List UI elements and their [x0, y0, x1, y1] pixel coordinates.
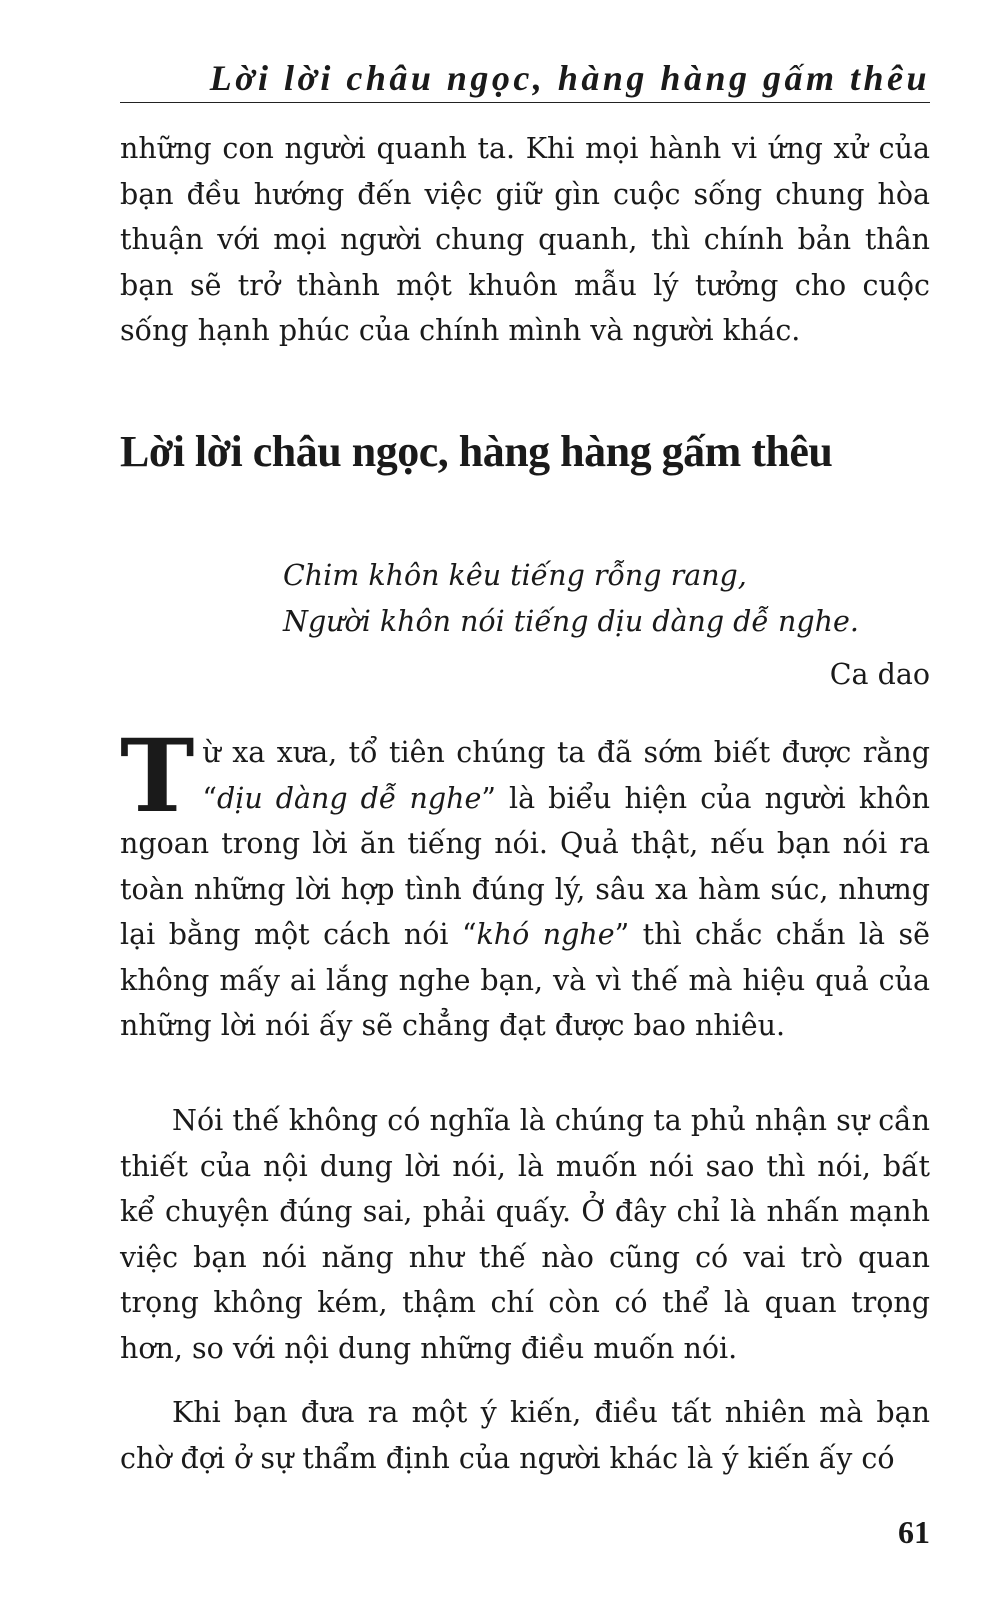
paragraph-3	[120, 1390, 930, 1481]
header-rule	[120, 102, 930, 103]
paragraph-1-text-b: ” là biểu hiện của người khôn ngoan trong lời ăn tiếng nói. Quả thật, nếu bạn nói ra toàn những lời hợp tình đúng lý, sâu xa hàm súc, nhưng lại bằng một cách nói “	[120, 781, 931, 951]
paragraph-1-text-c: ” thì chắc chắn là sẽ không mấy ai lắng nghe bạn, và vì thế mà hiệu quả của những lời nói ấy sẽ chẳng đạt được bao nhiêu.	[120, 918, 930, 1042]
paragraph-2	[120, 1098, 930, 1371]
epigraph-line-1: Chim khôn kêu tiếng rỗng rang,	[283, 559, 747, 592]
paragraph-1-italic-b: khó nghe	[476, 918, 615, 951]
paragraph-1-italic-a: dịu dàng dễ nghe	[217, 781, 482, 815]
paragraph-1	[120, 717, 931, 1049]
epigraph-line-2: Người khôn nói tiếng dịu dàng dễ nghe.	[283, 605, 859, 638]
epigraph-source: Ca dao	[829, 658, 930, 691]
paragraph-1-text-a: ừ xa xưa, tổ tiên chúng ta đã sớm biết được rằng “	[202, 736, 930, 815]
paragraph-3-text: Khi bạn đưa ra một ý kiến, điều tất nhiên mà bạn chờ đợi ở sự thẩm định của người khác là ý kiến ấy có	[120, 1396, 930, 1475]
page-number: 61	[898, 1514, 930, 1550]
running-header: Lời lời châu ngọc, hàng hàng gấm thêu	[209, 58, 930, 98]
section-heading: Lời lời châu ngọc, hàng hàng gấm thêu	[120, 427, 833, 476]
paragraph-continued: những con người quanh ta. Khi mọi hành vi ứng xử của bạn đều hướng đến việc giữ gìn cuộc sống chung hòa thuận với mọi người chung quanh, thì chính bản thân bạn sẽ trở thành một khuôn mẫu lý tưởng cho cuộc sống hạnh phúc của chính mình và người khác.	[120, 132, 930, 347]
drop-cap: T	[120, 717, 195, 835]
paragraph-2-text: Nói thế không có nghĩa là chúng ta phủ nhận sự cần thiết của nội dung lời nói, là muốn nói sao thì nói, bất kể chuyện đúng sai, phải quấy. Ở đây chỉ là nhấn mạnh việc bạn nói năng như thế nào cũng có vai trò quan trọng không kém, thậm chí còn có thể là quan trọng hơn, so với nội dung những điều muốn nói.	[120, 1104, 930, 1365]
